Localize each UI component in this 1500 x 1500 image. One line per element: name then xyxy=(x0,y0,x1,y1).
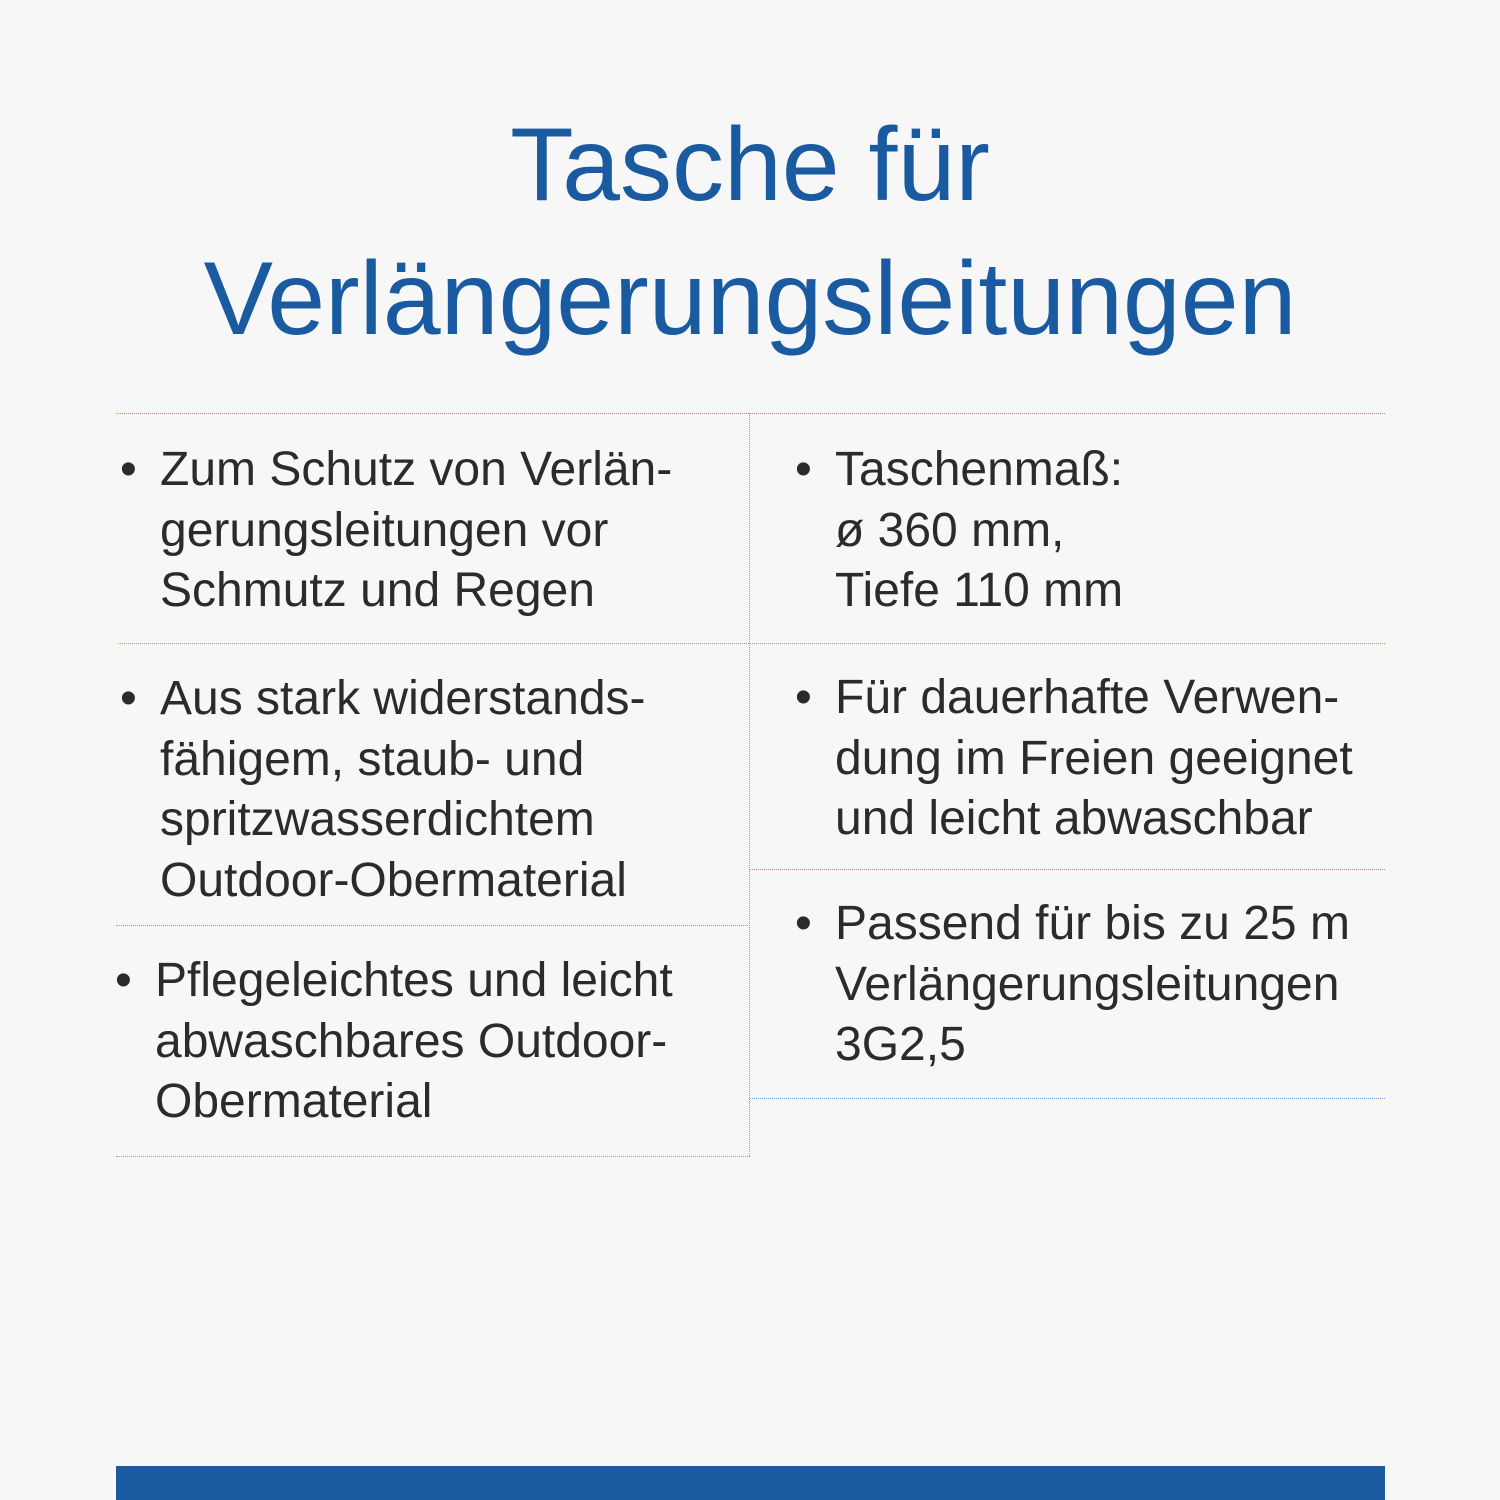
feature-item-capacity xyxy=(795,894,1395,1084)
feature-text: Aus stark widerstands- fähigem, staub- und spritzwasserdichtem Outdoor-Obermaterial xyxy=(160,672,646,907)
bottom-accent-bar xyxy=(116,1466,1385,1500)
bullet-icon: • xyxy=(120,672,137,725)
page-title xyxy=(0,98,1500,366)
divider-left-row2 xyxy=(116,925,750,926)
divider-right-bottom xyxy=(750,1098,1385,1099)
bullet-icon: • xyxy=(120,443,137,496)
divider-center xyxy=(749,413,750,1156)
divider-left-bottom xyxy=(116,1156,750,1157)
bullet-icon: • xyxy=(795,443,812,496)
divider-top xyxy=(116,413,1385,414)
feature-text: Passend für bis zu 25 m Verlängerungsleitungen 3G2,5 xyxy=(835,897,1350,1071)
feature-item-outdoor-use xyxy=(795,668,1395,858)
bullet-icon: • xyxy=(795,671,812,724)
divider-right-row2 xyxy=(750,869,1385,870)
feature-text: Zum Schutz von Verlän- gerungsleitungen vor Schmutz und Regen xyxy=(160,443,673,617)
feature-item-material xyxy=(120,669,740,919)
feature-text: Taschenmaß: ø 360 mm, Tiefe 110 mm xyxy=(835,443,1124,617)
bullet-icon: • xyxy=(115,954,132,1007)
feature-item-protection xyxy=(120,440,740,630)
feature-text: Pflegeleichtes und leicht abwaschbares Outdoor- Obermaterial xyxy=(155,954,673,1128)
title-line-1: Tasche für xyxy=(510,107,990,223)
divider-row1 xyxy=(118,643,1385,644)
title-line-2: Verlängerungsleitungen xyxy=(203,241,1297,357)
bullet-icon: • xyxy=(795,897,812,950)
feature-text: Für dauerhafte Verwen- dung im Freien geeignet und leicht abwaschbar xyxy=(835,671,1353,845)
feature-item-easy-care xyxy=(115,951,740,1141)
feature-item-dimensions xyxy=(795,440,1395,630)
